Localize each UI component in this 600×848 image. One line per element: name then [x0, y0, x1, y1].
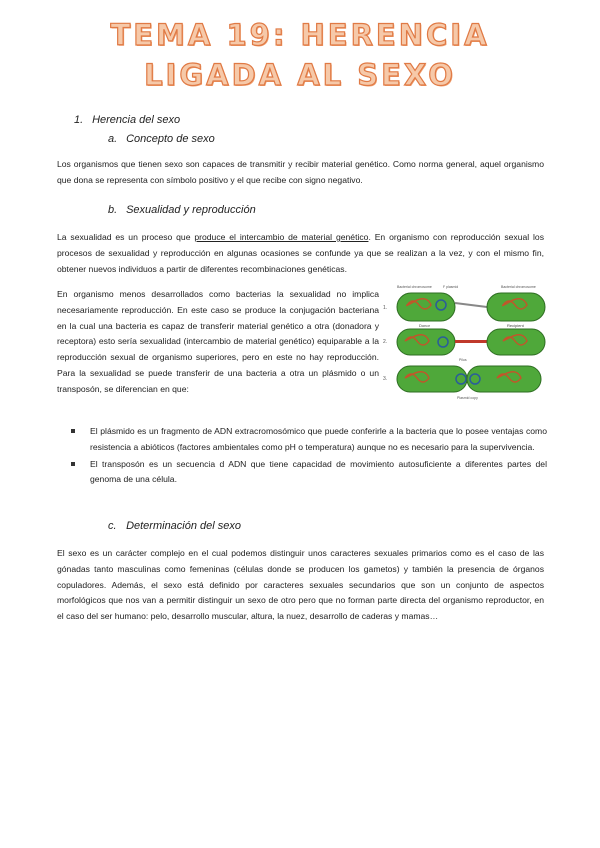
row-2: [397, 329, 545, 362]
label-chromosome-right: Bacterial chromosome: [501, 285, 536, 289]
donor-cell-2: [397, 329, 455, 355]
label-donor: Donor: [419, 323, 430, 328]
title-line-2: LIGADA AL SEXO: [144, 58, 456, 92]
subsection-c-title: Determinación del sexo: [126, 520, 242, 532]
label-recipient: Recipient: [507, 323, 524, 328]
subsection-b-heading: [108, 204, 256, 216]
bacterial-conjugation-figure: [383, 283, 548, 401]
title-line-1: TEMA 19: HERENCIA: [110, 18, 490, 52]
recipient-cell-3: [467, 366, 541, 392]
list-item: [57, 457, 547, 489]
bullet-text-plasmid: El plásmido es un fragmento de ADN extracromosómico que puede conferirle a la bacteria que lo posee ventajas como resistencia a abióticos (factores ambientales como pH o temperatura) aunque no es necesario para la supervivencia.: [90, 426, 547, 452]
underlined-phrase: produce el intercambio de material genético: [194, 232, 369, 242]
subsection-c-letter: c.: [108, 520, 117, 532]
section-1-title: Herencia del sexo: [92, 114, 181, 126]
bullet-square-icon: [71, 462, 75, 466]
subsection-c-heading: [108, 520, 241, 532]
subsection-c-text: El sexo es un carácter complejo en el cual podemos distinguir unos caracteres sexuales primarios como es el caso de las gónadas tanto masculinas como femeninas (células donde se producen los gametos) y también la presencia de órganos copuladores. Además, el sexo está definido por caracteres sexuales secundarios que son un conjunto de aspectos morfológicos que nos van a permitir distinguir un sexo de otro pero que no forman parte directa del organismo reproductor, en el caso del ser humano: pelo, desarrollo muscular, altura, la nuez, desarrollo de caderas y mamas…: [57, 548, 544, 622]
subsection-b-letter: b.: [108, 204, 118, 216]
step-2-number: 2.: [383, 339, 388, 345]
subsection-b-title: Sexualidad y reproducción: [126, 204, 256, 216]
subsection-b-paragraph-1: [57, 230, 544, 277]
subsection-b-paragraph-2: En organismo menos desarrollados como bacterias la sexualidad no implica necesariamente reproducción. En este caso se produce la conjugación bacteriana en la cual una bacteria es capaz de transferir material genético a otra (donadora y receptora) esto sería sexualidad (intercambio de material genético) equiparable a la reproducción sexual de organismo superiores, pero en este no hay reproducción. Para la sexualidad se puede transferir de una bacteria a otra un plásmido o un transposón, se diferencian en que:: [57, 289, 379, 394]
pilus: [455, 303, 487, 307]
subsection-a-text: Los organismos que tienen sexo son capaces de transmitir y recibir material genético. Como norma general, aquel organismo que dona se representa con símbolo positivo y el que recibe con signo negativo.: [57, 159, 544, 185]
step-1-number: 1.: [383, 305, 388, 311]
label-pilus: Pilus: [459, 358, 467, 362]
label-chromosome-left: Bacterial chromosome: [397, 285, 432, 289]
bullet-text-transposon: El transposón es un secuencia d ADN que tiene capacidad de movimiento autosuficiente a diferentes partes del genoma de una célula.: [90, 458, 547, 485]
subsection-a-title: Concepto de sexo: [126, 133, 215, 145]
bullet-list: [57, 424, 547, 489]
paragraph-1-end: . En organismo con reproducción sexual los procesos de sexualidad y reproducción en algunas ocasiones se confunde ya que se realizan a la vez, y con el mismo fin, obtener nuevos individuos a partir de diferentes recombinaciones genéticas.: [57, 232, 545, 274]
transfer-bridge: [455, 340, 487, 343]
bullet-square-icon: [71, 429, 75, 433]
subsection-a-letter: a.: [108, 133, 118, 145]
section-1-number: 1.: [74, 114, 84, 126]
label-f-plasmid: F plasmid: [443, 285, 459, 289]
subsection-a-heading: [108, 133, 215, 145]
list-item: [57, 424, 547, 456]
label-plasmid-copy: Plasmid copy: [457, 396, 478, 400]
section-1-heading: [74, 114, 180, 126]
paragraph-1-start: La sexualidad es un proceso que: [57, 232, 195, 242]
step-3-number: 3.: [383, 376, 388, 382]
row-3: [397, 366, 541, 400]
row-1: [397, 293, 545, 328]
